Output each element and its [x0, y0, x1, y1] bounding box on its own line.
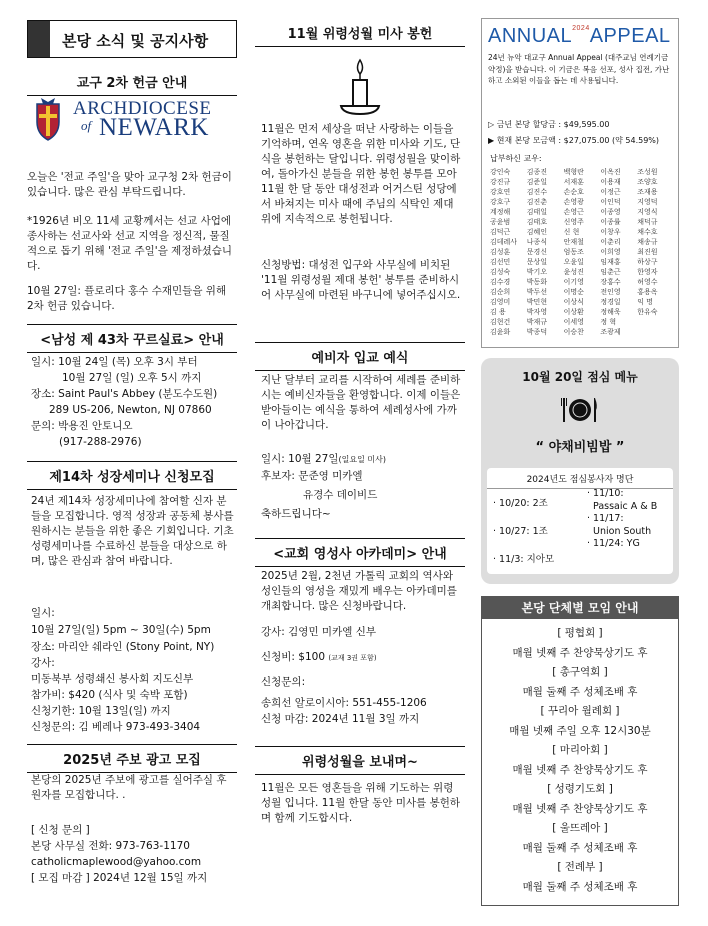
donor-name: 이상환	[563, 308, 584, 316]
seminar-paragraph: 24년 제14차 성장세미나에 참여할 신자 분들을 모집합니다. 영적 성장과 공동체 봉사를 원하시는 분들을 위한 좋은 기회입니다. 기초 성령세미나를 수료하신 분들을 대상으로 하며, 많은 관심과 참여 바랍니다.	[31, 495, 234, 567]
donor-name: 이승찬	[563, 328, 584, 336]
donor-name: 손순호	[563, 188, 584, 196]
cursillo-address: 289 US-206, Newton, NJ 07860	[49, 404, 212, 416]
donor-name: 백형란	[563, 168, 584, 176]
donor-name: 김현건	[490, 318, 511, 326]
donor-name: 문상일	[526, 258, 548, 266]
group-name: [ 마리아회 ]	[552, 744, 608, 756]
group-name: [ 전례부 ]	[557, 861, 603, 873]
donor-name: 엄동조	[563, 248, 584, 256]
volunteer-item: · 10/20: 2조	[493, 498, 548, 509]
group-meeting-time: 매월 넷째 주 찬양묵상기도 후	[512, 763, 648, 776]
volunteer-title: 2024년도 점심봉사자 명단	[487, 472, 673, 489]
groups-list	[482, 624, 678, 897]
ads-deadline: [ 모집 마감 ] 2024년 12월 15일 까지	[31, 872, 208, 884]
donor-name: 나종식	[526, 238, 548, 246]
catechumen-date: 일시: 10월 27일(일요일 미사)	[261, 453, 386, 465]
donor-name: 윤성진	[563, 268, 584, 276]
archdiocese-logo	[29, 96, 235, 142]
group-name: [ 총구역회 ]	[552, 666, 608, 678]
donor-name: 신 현	[563, 228, 580, 236]
title-accent-bar	[28, 21, 50, 57]
volunteer-item: Union South	[587, 525, 652, 537]
academy-paragraph: 2025년 2월, 2천년 가톨릭 교회의 역사와 성인들의 영성을 재밌게 배우는 아카데미를 개최합니다. 많은 신청바랍니다.	[261, 570, 457, 612]
seminar-date-label: 일시:	[31, 607, 55, 619]
donor-name: 박민현	[526, 298, 548, 306]
donor-name: 김준일	[526, 178, 548, 186]
ads-phone: 본당 사무실 전화: 973-763-1170	[31, 840, 190, 852]
group-name: [ 꾸리아 월례회 ]	[540, 705, 620, 717]
donor-name: 이종률	[600, 218, 621, 226]
volunteer-item: · 11/3: 지아모	[493, 554, 555, 565]
donor-name: 박동화	[526, 278, 548, 286]
donor-name: 김순희	[490, 288, 511, 296]
donor-name: 김종진	[526, 168, 548, 176]
groups-title: 본당 단체별 모임 안내	[482, 597, 678, 619]
donor-name: 이정근	[600, 188, 621, 196]
volunteer-right-list	[587, 488, 673, 551]
academy-fee: 신청비: $100 (교재 3권 포함)	[261, 651, 377, 663]
section-title-all-souls: 위령성월을 보내며~	[255, 746, 465, 775]
appeal-paragraph: 24년 뉴악 대교구 Annual Appeal (대주교님 연례기금 약정)을 받습니다. 이 기금은 복음 선포, 성사 집전, 가난하고 소외된 이들을 돕는 데 사용됩니다.	[488, 53, 670, 85]
seminar-place: 장소: 마리안 쉐라인 (Stony Point, NY)	[31, 641, 215, 653]
volunteer-item: Passaic A & B	[587, 500, 658, 512]
logo-text-of: of	[81, 118, 92, 133]
donor-name: 김윤화	[490, 328, 511, 336]
donor-name: 이용재	[600, 178, 621, 186]
donor-name: 안재철	[563, 238, 584, 246]
volunteer-item: · 11/24: YG	[587, 538, 640, 549]
ads-email: catholicmaplewood@yahoo.com	[31, 856, 202, 868]
donor-name: 한영자	[637, 268, 658, 276]
donor-name: 김혜인	[526, 228, 548, 236]
donor-name: 임재홍	[600, 258, 621, 266]
donor-name: 이상식	[563, 298, 584, 306]
donor-name: 김태호	[526, 218, 548, 226]
donor-name: 전인영	[600, 288, 621, 296]
annual-appeal-box	[481, 18, 679, 348]
section-title-ads: 2025년 주보 광고 모집	[27, 744, 237, 773]
ads-paragraph: 본당의 2025년 주보에 광고를 실어주실 후원자를 모집합니다. .	[31, 774, 227, 801]
donor-name: 이기영	[563, 278, 584, 286]
candle-icon	[337, 58, 383, 118]
donor-name	[637, 317, 674, 327]
logo-text-archdiocese: ARCHDIOCESE	[73, 98, 212, 119]
donor-name: 김성훈	[490, 248, 511, 256]
plate-fork-knife-icon	[560, 390, 600, 430]
collection-paragraph-2: *1926년 비오 11세 교황께서는 선교 사업에 종사하는 선교사와 선교 지역을 정신적, 물질적으로 돕기 위해 '전교 주일'을 제정하셨습니다.	[27, 215, 233, 272]
donor-name: 강호연	[490, 188, 511, 196]
seminar-date: 10월 27일(일) 5pm ~ 30일(수) 5pm	[31, 624, 211, 636]
group-name: [ 성령기도회 ]	[547, 783, 613, 795]
collection-paragraph-1: 오늘은 '전교 주일'을 맞아 교구청 2차 헌금이 있습니다. 많은 관심 부탁드립니다.	[27, 171, 232, 198]
main-title-box	[27, 20, 237, 58]
donor-name: 서재훈	[563, 178, 584, 186]
donor-name: 강진규	[490, 178, 511, 186]
main-title: 본당 소식 및 공지사항	[62, 32, 209, 50]
academy-contact: 송희선 알로이시아: 551-455-1206	[261, 697, 427, 709]
november-mass-paragraph: 11월은 먼저 세상을 떠난 사랑하는 이들을 기억하며, 연옥 영혼을 위한 미사와 기도, 단식을 봉헌하는 달입니다. 위령성월을 맞이하여, 돌아가신 분들을 위한 봉헌 봉투를 모아 11월 한 달 동안 대성전과 어거스틴 성당에서 바쳐지는 미사 때에 주님의 식탁인 제대 위에 지속적으로 봉헌됩니다.	[261, 123, 461, 225]
donor-name: 최진원	[637, 248, 658, 256]
donor-name: 김성숙	[490, 268, 511, 276]
cursillo-phone: (917-288-2976)	[59, 436, 142, 448]
donor-name: 손영광	[563, 198, 584, 206]
cursillo-contact: 문의: 박용진 안토니오	[31, 420, 133, 432]
section-title-collection: 교구 2차 헌금 안내	[27, 68, 237, 96]
seminar-fee: 참가비: $420 (식사 및 숙박 포함)	[31, 689, 188, 701]
donor-name: 채수호	[637, 228, 658, 236]
donor-name: 정경일	[600, 298, 621, 306]
lunch-menu: “ 야채비빔밥 ”	[535, 440, 625, 455]
donor-name: 박재규	[526, 318, 548, 326]
logo-text-newark: NEWARK	[99, 114, 209, 141]
appeal-current: ▶ 현재 본당 모금액 : $27,075.00 (약 54.59%)	[488, 136, 660, 145]
cursillo-date-end: 10월 27일 (일) 오후 5시 까지	[62, 372, 202, 384]
group-meeting-time: 매월 넷째 주 찬양묵상기도 후	[512, 646, 648, 659]
group-meeting-time: 매월 넷째 주 찬양묵상기도 후	[512, 802, 648, 815]
cursillo-place: 장소: Saint Paul's Abbey (분도수도원)	[31, 388, 218, 400]
donor-name: 김선민	[490, 258, 511, 266]
catechumen-paragraph: 지난 달부터 교리를 시작하여 세례를 준비하시는 예비신자들을 환영합니다. 이제 이들은 받아들이는 예식을 통하여 세례성사에 가까이 나아갑니다.	[261, 374, 461, 431]
donor-name: 채송규	[637, 238, 658, 246]
all-souls-paragraph: 11월은 모든 영혼들을 위해 기도하는 위령성월 입니다. 11월 한달 동안 미사를 봉헌하며 함께 기도합시다.	[261, 782, 461, 824]
donor-name: 정해욱	[600, 308, 621, 316]
donor-name: 박종덕	[526, 328, 548, 336]
donor-name: 채덕규	[637, 218, 658, 226]
donor-name: 지영덕	[637, 198, 658, 206]
donor-name: 하상구	[637, 258, 658, 266]
academy-deadline: 신청 마감: 2024년 11월 3일 까지	[261, 713, 420, 725]
donor-name: 강인숙	[490, 168, 511, 176]
november-mass-howto: 신청방법: 대성전 입구와 사무실에 비치된 '11월 위령성월 제대 봉헌' 봉투를 준비하시어 사무실에 마련된 바구니에 넣어주십시오.	[261, 259, 461, 301]
donor-name: 이희영	[600, 248, 621, 256]
group-meeting-time: 매월 둘째 주 성체조배 후	[522, 841, 638, 854]
donor-name: 조광제	[600, 328, 621, 336]
donor-name: 김영미	[490, 298, 511, 306]
donor-name: 홍용옥	[637, 288, 658, 296]
donor-name: 이창우	[600, 228, 621, 236]
section-title-cursillo: <남성 제 43차 꾸르실료> 안내	[27, 324, 237, 353]
catechumen-candidate-2: 유경수 데이비드	[303, 489, 378, 501]
donor-name: 익 명	[637, 298, 653, 306]
donor-name: 김수경	[490, 278, 511, 286]
group-meeting-time: 매월 둘째 주 성체조배 후	[522, 685, 638, 698]
donor-name: 박자영	[526, 308, 548, 316]
donor-name: 김 용	[490, 308, 506, 316]
donor-name: 김진수	[526, 188, 548, 196]
section-title-november-mass: 11월 위령성월 미사 봉헌	[255, 19, 465, 47]
seminar-deadline: 신청기한: 10월 13일(일) 까지	[31, 705, 171, 717]
donor-name: 손영근	[563, 208, 584, 216]
appeal-title: $ANNUAL^{2024}APPEAL$	[488, 25, 671, 47]
volunteer-item: · 11/17:	[587, 513, 624, 524]
donor-name: 박두선	[526, 288, 548, 296]
donor-name: 정 혁	[600, 318, 617, 326]
seminar-speaker-label: 강사:	[31, 657, 55, 669]
appeal-goal: ▷ 금년 본당 할당금 : $49,595.00	[488, 120, 610, 129]
donor-name: 김덕근	[490, 228, 511, 236]
donor-name: 이명순	[563, 288, 584, 296]
donor-name: 오윤일	[563, 258, 584, 266]
donor-name: 계정해	[490, 208, 511, 216]
groups-box	[481, 596, 679, 906]
volunteer-left-list	[493, 490, 581, 574]
academy-contact-label: 신청문의:	[261, 676, 306, 688]
coat-of-arms-icon	[29, 96, 67, 142]
group-meeting-time: 매월 둘째 주 성체조배 후	[522, 880, 638, 893]
donor-name: 이인덕	[600, 198, 621, 206]
lunch-box	[481, 358, 679, 584]
donor-name	[637, 327, 674, 337]
donor-list	[490, 167, 674, 337]
donor-name: 지영식	[637, 208, 658, 216]
cursillo-date: 일시: 10월 24일 (목) 오후 3시 부터	[31, 356, 198, 368]
donor-name: 신영주	[563, 218, 584, 226]
group-name: [ 평협회 ]	[557, 627, 603, 639]
donor-name: 이춘리	[600, 238, 621, 246]
donor-name: 공윤범	[490, 218, 511, 226]
donor-name: 이종영	[600, 208, 621, 216]
donor-name: 문경신	[526, 248, 548, 256]
lunch-title: 10월 20일 점심 메뉴	[522, 370, 638, 384]
donor-name: 김진춘	[526, 198, 548, 206]
catechumen-congrats: 축하드립니다~	[261, 508, 331, 520]
collection-paragraph-3: 10월 27일: 플로리다 홍수 수재민들을 위해 2차 헌금 있습니다.	[27, 285, 227, 312]
donor-name: 임춘근	[600, 268, 621, 276]
ads-contact-label: [ 신청 문의 ]	[31, 824, 90, 836]
seminar-speaker: 미동북부 성령쇄신 봉사회 지도신부	[31, 673, 194, 685]
volunteer-item: · 11/10:	[587, 488, 624, 499]
donor-name: 조재용	[637, 188, 658, 196]
section-title-catechumen: 예비자 입교 예식	[255, 342, 465, 371]
donor-name: 김데레사	[490, 238, 518, 246]
donor-name: 이세영	[563, 318, 584, 326]
donor-name: 김태일	[526, 208, 548, 216]
donor-name: 장홍수	[600, 278, 621, 286]
donor-name: 조성원	[637, 168, 658, 176]
volunteer-item: · 10/27: 1조	[493, 526, 548, 537]
donors-label: 납부하신 교우:	[490, 154, 542, 163]
donor-name: 허영수	[637, 278, 658, 286]
donor-name: 박기오	[526, 268, 548, 276]
academy-speaker: 강사: 김영민 미카엘 신부	[261, 626, 376, 638]
group-meeting-time: 매월 넷째 주일 오후 12시30분	[509, 724, 651, 737]
donor-name: 이옥진	[600, 168, 621, 176]
donor-name: 한유숙	[637, 308, 658, 316]
section-title-seminar: 제14차 성장세미나 신청모집	[27, 461, 237, 490]
catechumen-candidate-1: 후보자: 문준영 미카엘	[261, 470, 363, 482]
donor-name: 강호구	[490, 198, 511, 206]
section-title-academy: <교회 영성사 아카데미> 안내	[255, 538, 465, 567]
group-name: [ 울뜨레아 ]	[552, 822, 608, 834]
seminar-contact: 신청문의: 김 베레나 973-493-3404	[31, 721, 201, 733]
donor-name: 조양호	[637, 178, 658, 186]
volunteer-panel	[487, 468, 673, 574]
